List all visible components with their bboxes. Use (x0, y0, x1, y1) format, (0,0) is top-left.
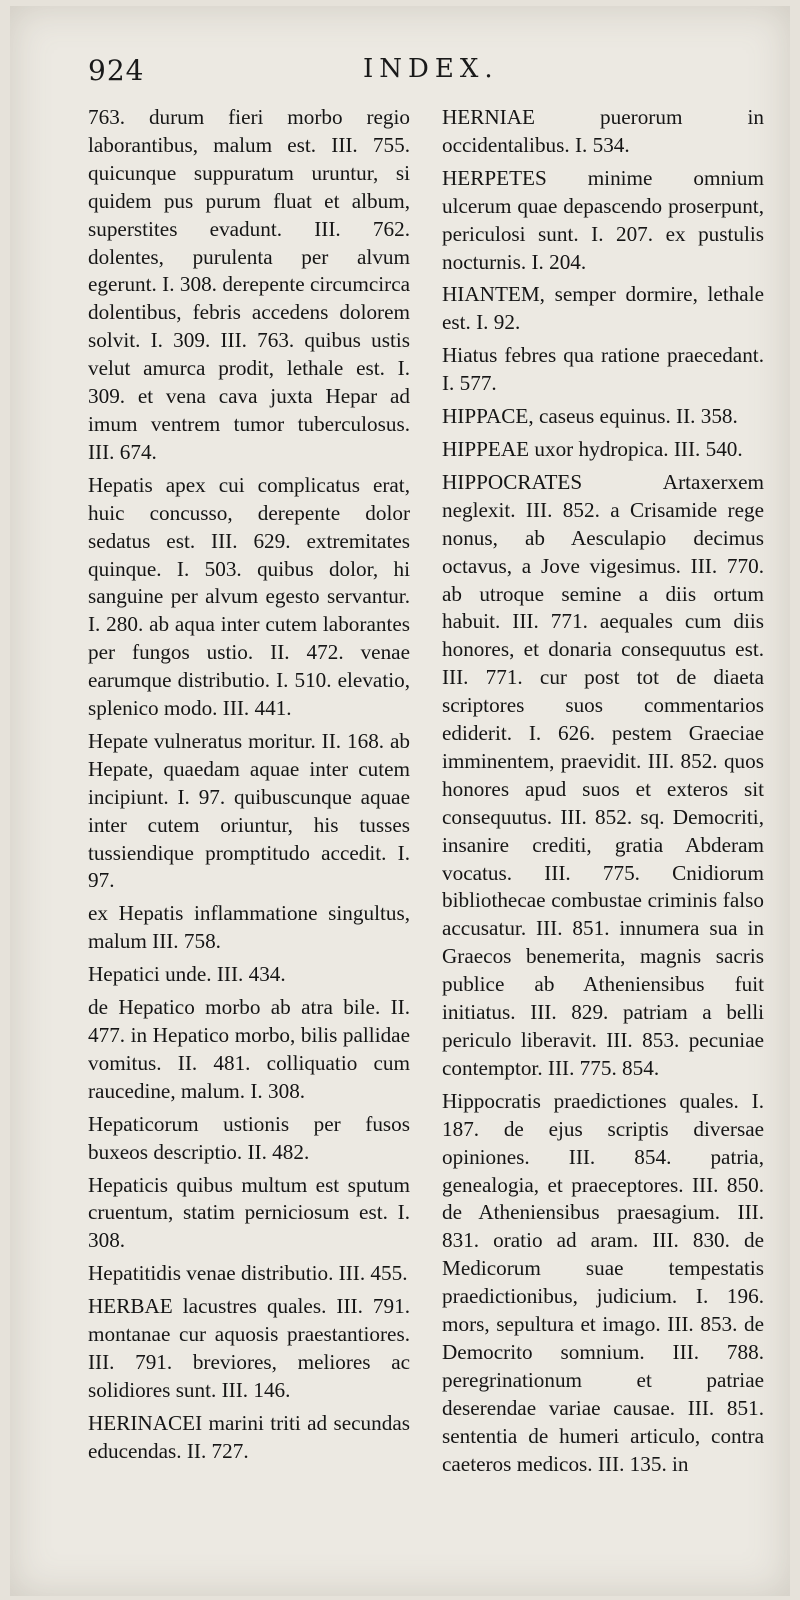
index-entry: Hepaticis quibus multum est sputum cruentum, statim perniciosum est. I. 308. (88, 1172, 410, 1253)
index-entry: Hepatis apex cui complicatus erat, huic concusso, derepente dolor sedatus est. III. 629. extremitates quinque. I. 503. quibus dolor, hi sanguine per alvum egesto servantur. I. 280. ab aqua inter cutem laborantes per fungos ustio. II. 472. venae earumque distributio. I. 510. elevatio, splenico modo. III. 441. (88, 472, 410, 721)
index-entry: HERINACEI marini triti ad secundas educendas. II. 727. (88, 1410, 410, 1463)
index-entry: ex Hepatis inflammatione singultus, malum III. 758. (88, 901, 410, 954)
page-header (88, 54, 750, 98)
index-entry: HIPPACE, caseus equinus. II. 358. (442, 404, 738, 429)
index-entry: HERBAE lacustres quales. III. 791. montanae cur aquosis praestantiores. III. 791. breviores, meliores ac solidiores sunt. III. 146. (88, 1294, 410, 1402)
page-number: 924 (88, 54, 145, 87)
book-page (10, 6, 790, 1596)
index-entry: de Hepatico morbo ab atra bile. II. 477. in Hepatico morbo, bilis pallidae vomitus. II. 481. colliquatio cum raucedine, malum. I. 308. (88, 995, 410, 1103)
right-column (442, 104, 764, 1479)
index-entry: HERPETES minime omnium ulcerum quae depascendo proserpunt, periculosi sunt. I. 207. ex pustulis nocturnis. I. 204. (442, 165, 764, 274)
index-entry: HIANTEM, semper dormire, lethale est. I. 92. (442, 282, 764, 335)
index-entry: HIPPEAE uxor hydropica. III. 540. (442, 436, 743, 461)
index-entry: HERNIAE puerorum in occidentalibus. I. 534. (442, 105, 764, 157)
index-entry: Hepatici unde. III. 434. (88, 962, 286, 987)
running-head: INDEX. (363, 54, 499, 84)
index-entry: HIPPOCRATES Artaxerxem neglexit. III. 852. a Crisamide rege nonus, ab Aesculapio decimus octavus, a Jove vigesimus. III. 770. ab utroque semine a diis ortum habuit. III. 771. aequales cum diis honores, et donaria consequutus est. III. 771. cur post tot de diaeta scriptores suos commentarios ediderit. I. 626. pestem Graeciae imminentem, praevidit. III. 852. quos honores apud suos et exteros sit consequutus. III. 852. sq. Democriti, insanire crediti, gratia Abderam vocatus. III. 775. Cnidiorum bibliothecae combustae criminis falso accusatur. III. 851. innumera sua in Graecos benemerita, magnis sacris publice ab Atheniensibus fuit initiatus. III. 829. patriam a belli periculo liberavit. III. 853. pecuniae contemptor. III. 775. 854. (442, 469, 764, 1080)
index-entry: Hiatus febres qua ratione praecedant. I. 577. (442, 343, 764, 396)
index-entry: Hepaticorum ustionis per fusos buxeos descriptio. II. 482. (88, 1111, 410, 1164)
left-column (88, 104, 410, 1466)
index-entry: Hepate vulneratus moritur. II. 168. ab Hepate, quaedam aquae inter cutem incipiunt. I. 97. quibuscunque aquae inter cutem oriuntur, his tusses tussiendique promptitudo accedit. I. 97. (88, 728, 410, 893)
index-entry: Hepatitidis venae distributio. III. 455. (88, 1261, 408, 1286)
index-entry: 763. durum fieri morbo regio laborantibus, malum est. III. 755. quicunque suppuratum uruntur, si quidem pus purum fluat et album, superstites evadunt. III. 762. dolentes, purulenta per alvum egerunt. I. 308. derepente circumcirca dolentibus, febris accedens dolorem solvit. I. 309. III. 763. quibus ustis velut amurca prodit, lethale est. I. 309. et vena cava juxta Hepar ad imum ventrem tumor tuberculosus. III. 674. (88, 105, 410, 464)
index-entry: Hippocratis praedictiones quales. I. 187. de ejus scriptis diversae opiniones. III. 854. patria, genealogia, et praeceptores. III. 850. de Atheniensibus praesagium. III. 831. oratio ad aram. III. 830. de Medicorum suae tempestatis praedictionibus, judicium. I. 196. mors, sepultura et imago. III. 853. de Democrito somnium. III. 788. peregrinationum et patriae deserendae variae causae. III. 851. sententia de humeri articulo, contra caeteros medicos. III. 135. in (442, 1088, 764, 1476)
